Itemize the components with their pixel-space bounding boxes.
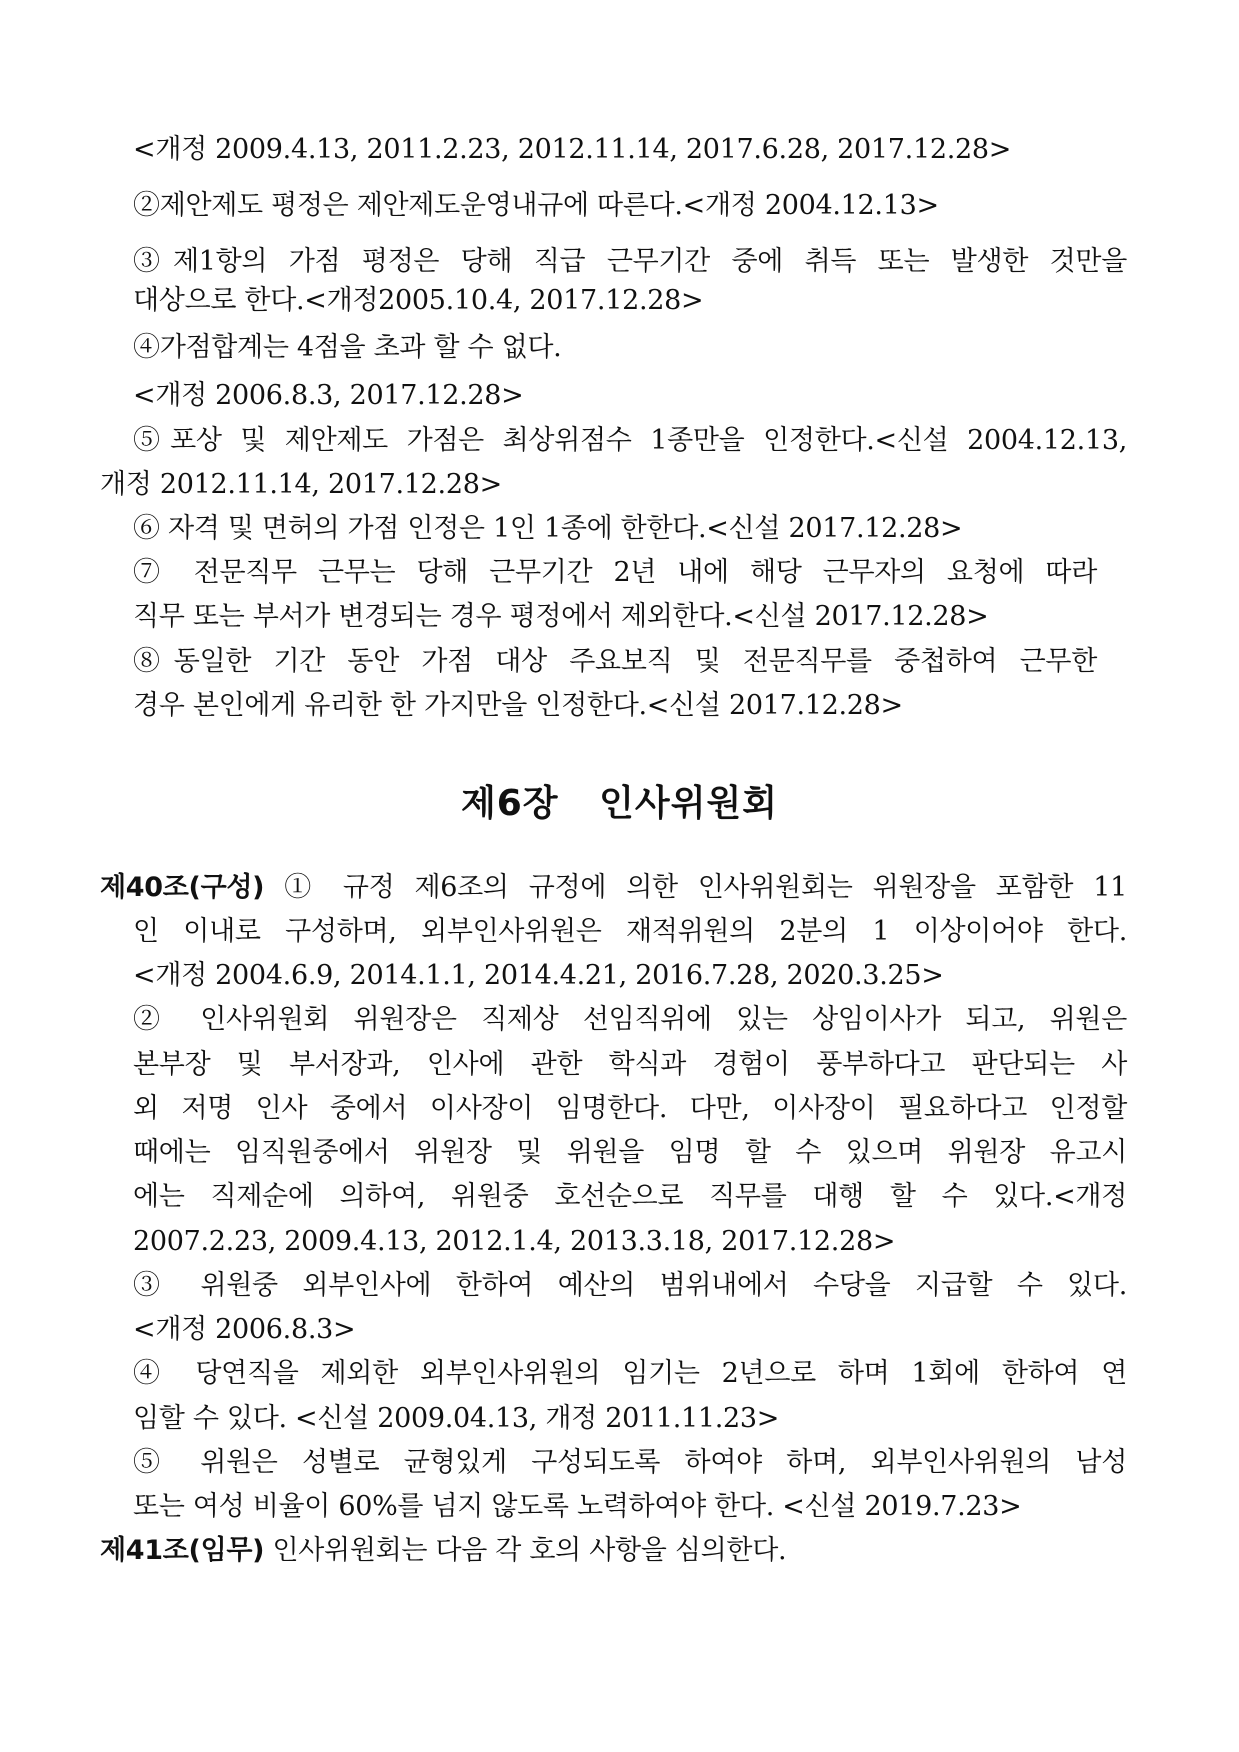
text-line: 2007.2.23, 2009.4.13, 2012.1.4, 2013.3.18, 2017.12.28>	[133, 1226, 896, 1257]
text-line: <개정 2004.6.9, 2014.1.1, 2014.4.21, 2016.7.28, 2020.3.25>	[133, 960, 944, 991]
text-line: 외 저명 인사 중에서 이사장이 임명한다. 다만, 이사장이 필요하다고 인정할	[133, 1093, 1127, 1124]
text-line: ③제1항의 가점 평정은 당해 직급 근무기간 중에 취득 또는 발생한 것만을	[133, 246, 1127, 277]
text-line: ②제안제도 평정은 제안제도운영내규에 따른다.<개정 2004.12.13>	[133, 190, 939, 221]
text-line: ⑦ 전문직무 근무는 당해 근무기간 2년 내에 해당 근무자의 요청에 따라	[133, 557, 1097, 588]
text-line: ③ 위원중 외부인사에 한하여 예산의 범위내에서 수당을 지급할 수 있다.	[133, 1270, 1127, 1301]
text-line: ④ 당연직을 제외한 외부인사위원의 임기는 2년으로 하며 1회에 한하여 연	[133, 1358, 1127, 1389]
text-line: 때에는 임직원중에서 위원장 및 위원을 임명 할 수 있으며 위원장 유고시	[133, 1137, 1127, 1168]
text-line: 개정 2012.11.14, 2017.12.28>	[100, 469, 502, 500]
text-line: ⑧동일한 기간 동안 가점 대상 주요보직 및 전문직무를 중첩하여 근무한	[133, 646, 1097, 677]
text-line: ② 인사위원회 위원장은 직제상 선임직위에 있는 상임이사가 되고, 위원은	[133, 1004, 1127, 1035]
article-41-line	[100, 1534, 786, 1568]
text-line: ⑤ 위원은 성별로 균형있게 구성되도록 하여야 하며, 외부인사위원의 남성	[133, 1447, 1127, 1478]
text-line: <개정 2006.8.3>	[133, 1314, 356, 1345]
text-line: <개정 2006.8.3, 2017.12.28>	[133, 380, 524, 411]
text-line: 경우 본인에게 유리한 한 가지만을 인정한다.<신설 2017.12.28>	[133, 690, 903, 721]
text-line: 인 이내로 구성하며, 외부인사위원은 재적위원의 2분의 1 이상이어야 한다.	[133, 916, 1127, 947]
text-line: 에는 직제순에 의하여, 위원중 호선순으로 직무를 대행 할 수 있다.<개정	[133, 1181, 1127, 1212]
text-line: 임할 수 있다. <신설 2009.04.13, 개정 2011.11.23>	[133, 1403, 780, 1434]
article-40-heading: 제40조(구성)	[100, 872, 265, 903]
text-line: 또는 여성 비율이 60%를 넘지 않도록 노력하여야 한다. <신설 2019.7.23>	[133, 1491, 1022, 1522]
article-41-heading: 제41조(임무)	[100, 1535, 265, 1566]
article-40-text: ① 규정 제6조의 규정에 의한 인사위원회는 위원장을 포함한 11	[284, 872, 1127, 903]
text-line: ⑥ 자격 및 면허의 가점 인정은 1인 1종에 한한다.<신설 2017.12.28>	[133, 513, 963, 544]
article-40-first-line	[100, 871, 1127, 905]
text-line: <개정 2009.4.13, 2011.2.23, 2012.11.14, 2017.6.28, 2017.12.28>	[133, 134, 1012, 165]
article-41-text: 인사위원회는 다음 각 호의 사항을 심의한다.	[272, 1535, 787, 1566]
chapter-title: 제6장 인사위원회	[460, 783, 779, 824]
text-line: 본부장 및 부서장과, 인사에 관한 학식과 경험이 풍부하다고 판단되는 사	[133, 1049, 1127, 1080]
text-line: 직무 또는 부서가 변경되는 경우 평정에서 제외한다.<신설 2017.12.28>	[133, 601, 989, 632]
text-line: ④가점합계는 4점을 초과 할 수 없다.	[133, 332, 562, 363]
text-line: 대상으로 한다.<개정2005.10.4, 2017.12.28>	[133, 285, 704, 316]
text-line: ⑤포상 및 제안제도 가점은 최상위점수 1종만을 인정한다.<신설 2004.12.13,	[133, 425, 1127, 456]
